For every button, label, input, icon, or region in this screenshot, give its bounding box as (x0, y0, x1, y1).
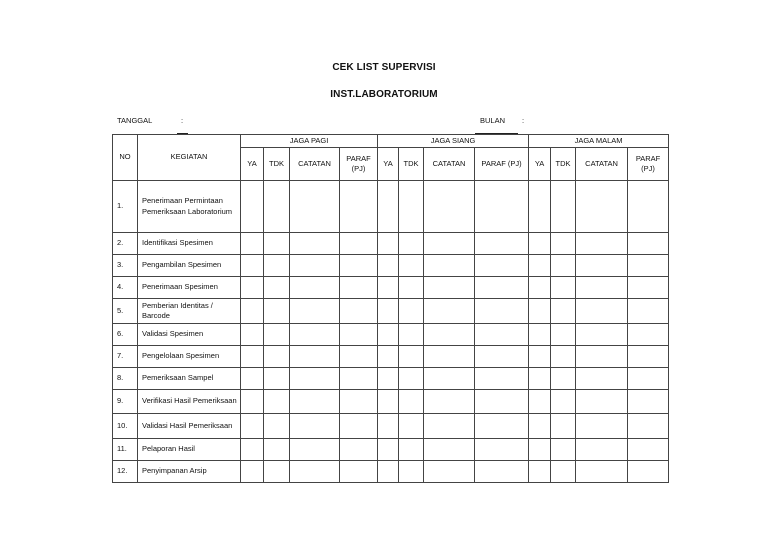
cell-siang-paraf[interactable] (475, 233, 529, 255)
row-kegiatan: Pengambilan Spesimen (138, 255, 241, 277)
table-row (113, 439, 669, 461)
cell-pagi-tdk[interactable] (264, 255, 290, 277)
bulan-colon: : (522, 116, 525, 125)
subheader-ya: YA (241, 148, 264, 181)
cell-siang-ya[interactable] (378, 277, 399, 299)
cell-malam-catatan[interactable] (576, 181, 628, 233)
cell-malam-ya[interactable] (529, 181, 551, 233)
cell-malam-ya[interactable] (529, 461, 551, 483)
cell-pagi-tdk[interactable] (264, 414, 290, 439)
cell-pagi-catatan[interactable] (290, 368, 340, 390)
cell-pagi-paraf[interactable] (340, 439, 378, 461)
cell-siang-tdk[interactable] (399, 277, 424, 299)
cell-pagi-ya[interactable] (241, 368, 264, 390)
table-row (113, 233, 669, 255)
cell-pagi-paraf[interactable] (340, 233, 378, 255)
cell-malam-paraf[interactable] (628, 346, 669, 368)
row-kegiatan: Identifikasi Spesimen (138, 233, 241, 255)
row-number: 12. (113, 461, 138, 483)
cell-siang-paraf[interactable] (475, 255, 529, 277)
cell-pagi-ya[interactable] (241, 461, 264, 483)
cell-pagi-ya[interactable] (241, 324, 264, 346)
cell-siang-ya[interactable] (378, 368, 399, 390)
cell-siang-paraf[interactable] (475, 439, 529, 461)
cell-pagi-tdk[interactable] (264, 390, 290, 414)
cell-pagi-tdk[interactable] (264, 299, 290, 324)
row-number: 5. (113, 299, 138, 324)
cell-malam-ya[interactable] (529, 233, 551, 255)
cell-siang-tdk[interactable] (399, 299, 424, 324)
cell-siang-paraf[interactable] (475, 181, 529, 233)
row-kegiatan: Validasi Hasil Pemeriksaan (138, 414, 241, 439)
bulan-label: BULAN (480, 116, 506, 125)
cell-pagi-catatan[interactable] (290, 414, 340, 439)
row-kegiatan: Validasi Spesimen (138, 324, 241, 346)
row-kegiatan: Penerimaan Permintaan Pemeriksaan Laboratorium (138, 181, 241, 233)
table-row (113, 181, 669, 233)
cell-pagi-paraf[interactable] (340, 414, 378, 439)
cell-pagi-ya[interactable] (241, 181, 264, 233)
header-jaga-siang: JAGA SIANG (378, 135, 529, 148)
cell-pagi-tdk[interactable] (264, 324, 290, 346)
cell-pagi-tdk[interactable] (264, 461, 290, 483)
table-row (113, 299, 669, 324)
table-row (113, 414, 669, 439)
row-number: 10. (113, 414, 138, 439)
cell-siang-ya[interactable] (378, 414, 399, 439)
row-kegiatan: Pengelolaan Spesimen (138, 346, 241, 368)
cell-siang-paraf[interactable] (475, 461, 529, 483)
cell-siang-paraf[interactable] (475, 390, 529, 414)
header-kegiatan: KEGIATAN (138, 135, 241, 181)
cell-pagi-tdk[interactable] (264, 368, 290, 390)
cell-malam-catatan[interactable] (576, 233, 628, 255)
cell-pagi-ya[interactable] (241, 299, 264, 324)
table-row (113, 461, 669, 483)
cell-malam-ya[interactable] (529, 299, 551, 324)
cell-pagi-tdk[interactable] (264, 439, 290, 461)
checklist-body (113, 181, 669, 483)
cell-siang-ya[interactable] (378, 439, 399, 461)
cell-malam-catatan[interactable] (576, 390, 628, 414)
row-number: 4. (113, 277, 138, 299)
cell-pagi-ya[interactable] (241, 439, 264, 461)
row-number: 3. (113, 255, 138, 277)
cell-siang-paraf[interactable] (475, 299, 529, 324)
cell-pagi-tdk[interactable] (264, 181, 290, 233)
row-number: 2. (113, 233, 138, 255)
cell-malam-tdk[interactable] (551, 277, 576, 299)
cell-pagi-catatan[interactable] (290, 324, 340, 346)
cell-pagi-catatan[interactable] (290, 439, 340, 461)
cell-siang-paraf[interactable] (475, 277, 529, 299)
cell-siang-tdk[interactable] (399, 346, 424, 368)
cell-malam-paraf[interactable] (628, 439, 669, 461)
cell-siang-ya[interactable] (378, 461, 399, 483)
cell-malam-ya[interactable] (529, 414, 551, 439)
cell-malam-tdk[interactable] (551, 368, 576, 390)
cell-siang-paraf[interactable] (475, 368, 529, 390)
cell-pagi-tdk[interactable] (264, 277, 290, 299)
cell-siang-tdk[interactable] (399, 255, 424, 277)
cell-malam-tdk[interactable] (551, 346, 576, 368)
cell-pagi-paraf[interactable] (340, 181, 378, 233)
cell-siang-ya[interactable] (378, 390, 399, 414)
row-kegiatan: Pelaporan Hasil (138, 439, 241, 461)
cell-siang-ya[interactable] (378, 255, 399, 277)
cell-malam-paraf[interactable] (628, 368, 669, 390)
cell-pagi-paraf[interactable] (340, 346, 378, 368)
subheader-tdk: TDK (399, 148, 424, 181)
cell-malam-tdk[interactable] (551, 181, 576, 233)
row-kegiatan: Pemberian Identitas / Barcode (138, 299, 241, 324)
subheader-catatan: CATATAN (290, 148, 340, 181)
cell-malam-paraf[interactable] (628, 299, 669, 324)
subheader-ya: YA (378, 148, 399, 181)
cell-pagi-paraf[interactable] (340, 368, 378, 390)
cell-siang-tdk[interactable] (399, 324, 424, 346)
cell-pagi-catatan[interactable] (290, 181, 340, 233)
cell-siang-tdk[interactable] (399, 233, 424, 255)
cell-malam-tdk[interactable] (551, 299, 576, 324)
row-kegiatan: Verifikasi Hasil Pemeriksaan (138, 390, 241, 414)
cell-malam-tdk[interactable] (551, 255, 576, 277)
cell-siang-catatan[interactable] (424, 255, 475, 277)
subheader-paraf: PARAF (PJ) (628, 148, 669, 181)
cell-pagi-paraf[interactable] (340, 324, 378, 346)
cell-malam-ya[interactable] (529, 324, 551, 346)
table-row (113, 368, 669, 390)
cell-siang-catatan[interactable] (424, 181, 475, 233)
document-subtitle: INST.LABORATORIUM (330, 89, 438, 100)
cell-pagi-paraf[interactable] (340, 390, 378, 414)
cell-pagi-ya[interactable] (241, 346, 264, 368)
cell-pagi-tdk[interactable] (264, 233, 290, 255)
cell-malam-tdk[interactable] (551, 414, 576, 439)
cell-pagi-paraf[interactable] (340, 461, 378, 483)
cell-pagi-catatan[interactable] (290, 255, 340, 277)
document-title: CEK LIST SUPERVISI (332, 62, 436, 73)
cell-pagi-tdk[interactable] (264, 346, 290, 368)
subheader-catatan: CATATAN (424, 148, 475, 181)
cell-pagi-catatan[interactable] (290, 233, 340, 255)
cell-siang-catatan[interactable] (424, 299, 475, 324)
subheader-tdk: TDK (551, 148, 576, 181)
cell-malam-catatan[interactable] (576, 299, 628, 324)
cell-siang-paraf[interactable] (475, 414, 529, 439)
cell-siang-catatan[interactable] (424, 390, 475, 414)
cell-malam-catatan[interactable] (576, 414, 628, 439)
table-row (113, 255, 669, 277)
cell-siang-tdk[interactable] (399, 181, 424, 233)
cell-siang-catatan[interactable] (424, 277, 475, 299)
cell-pagi-ya[interactable] (241, 390, 264, 414)
cell-malam-ya[interactable] (529, 346, 551, 368)
row-number: 9. (113, 390, 138, 414)
row-number: 6. (113, 324, 138, 346)
table-row (113, 390, 669, 414)
cell-pagi-catatan[interactable] (290, 390, 340, 414)
subheader-tdk: TDK (264, 148, 290, 181)
cell-malam-paraf[interactable] (628, 277, 669, 299)
row-kegiatan: Penerimaan Spesimen (138, 277, 241, 299)
cell-siang-catatan[interactable] (424, 414, 475, 439)
cell-malam-catatan[interactable] (576, 346, 628, 368)
row-number: 1. (113, 181, 138, 233)
cell-siang-ya[interactable] (378, 346, 399, 368)
cell-siang-tdk[interactable] (399, 439, 424, 461)
cell-siang-ya[interactable] (378, 233, 399, 255)
cell-malam-ya[interactable] (529, 390, 551, 414)
cell-siang-ya[interactable] (378, 299, 399, 324)
cell-siang-tdk[interactable] (399, 461, 424, 483)
header-jaga-malam: JAGA MALAM (529, 135, 669, 148)
cell-siang-catatan[interactable] (424, 368, 475, 390)
cell-malam-tdk[interactable] (551, 439, 576, 461)
table-row (113, 346, 669, 368)
row-kegiatan: Penyimpanan Arsip (138, 461, 241, 483)
cell-siang-ya[interactable] (378, 181, 399, 233)
cell-malam-catatan[interactable] (576, 368, 628, 390)
cell-malam-ya[interactable] (529, 277, 551, 299)
cell-siang-catatan[interactable] (424, 439, 475, 461)
cell-malam-paraf[interactable] (628, 181, 669, 233)
cell-siang-catatan[interactable] (424, 346, 475, 368)
cell-malam-tdk[interactable] (551, 390, 576, 414)
cell-siang-paraf[interactable] (475, 346, 529, 368)
header-jaga-pagi: JAGA PAGI (241, 135, 378, 148)
cell-malam-catatan[interactable] (576, 439, 628, 461)
cell-malam-tdk[interactable] (551, 324, 576, 346)
cell-malam-ya[interactable] (529, 368, 551, 390)
cell-malam-paraf[interactable] (628, 324, 669, 346)
tanggal-label: TANGGAL (117, 116, 153, 125)
cell-siang-catatan[interactable] (424, 324, 475, 346)
cell-siang-paraf[interactable] (475, 324, 529, 346)
table-row (113, 324, 669, 346)
subheader-paraf: PARAF (PJ) (475, 148, 529, 181)
tanggal-colon: : (181, 116, 184, 125)
row-kegiatan: Pemeriksaan Sampel (138, 368, 241, 390)
cell-malam-catatan[interactable] (576, 461, 628, 483)
cell-malam-ya[interactable] (529, 439, 551, 461)
cell-malam-paraf[interactable] (628, 461, 669, 483)
cell-pagi-ya[interactable] (241, 414, 264, 439)
row-number: 11. (113, 439, 138, 461)
cell-siang-catatan[interactable] (424, 461, 475, 483)
cell-pagi-paraf[interactable] (340, 277, 378, 299)
cell-pagi-catatan[interactable] (290, 299, 340, 324)
cell-pagi-ya[interactable] (241, 255, 264, 277)
cell-malam-ya[interactable] (529, 255, 551, 277)
cell-malam-tdk[interactable] (551, 233, 576, 255)
cell-malam-catatan[interactable] (576, 277, 628, 299)
header-row-shifts (113, 135, 669, 148)
cell-siang-catatan[interactable] (424, 233, 475, 255)
header-no: NO (113, 135, 138, 181)
cell-siang-ya[interactable] (378, 324, 399, 346)
cell-pagi-ya[interactable] (241, 277, 264, 299)
cell-malam-catatan[interactable] (576, 324, 628, 346)
cell-pagi-paraf[interactable] (340, 255, 378, 277)
subheader-ya: YA (529, 148, 551, 181)
row-number: 7. (113, 346, 138, 368)
cell-pagi-catatan[interactable] (290, 346, 340, 368)
table-row (113, 277, 669, 299)
cell-pagi-paraf[interactable] (340, 299, 378, 324)
subheader-paraf: PARAF (PJ) (340, 148, 378, 181)
cell-malam-tdk[interactable] (551, 461, 576, 483)
cell-siang-tdk[interactable] (399, 390, 424, 414)
cell-pagi-catatan[interactable] (290, 461, 340, 483)
cell-siang-tdk[interactable] (399, 368, 424, 390)
cell-malam-paraf[interactable] (628, 255, 669, 277)
cell-siang-tdk[interactable] (399, 414, 424, 439)
cell-malam-catatan[interactable] (576, 255, 628, 277)
row-number: 8. (113, 368, 138, 390)
subheader-catatan: CATATAN (576, 148, 628, 181)
cell-malam-paraf[interactable] (628, 414, 669, 439)
cell-malam-paraf[interactable] (628, 233, 669, 255)
cell-pagi-ya[interactable] (241, 233, 264, 255)
cell-malam-paraf[interactable] (628, 390, 669, 414)
checklist-table (112, 134, 669, 483)
cell-pagi-catatan[interactable] (290, 277, 340, 299)
